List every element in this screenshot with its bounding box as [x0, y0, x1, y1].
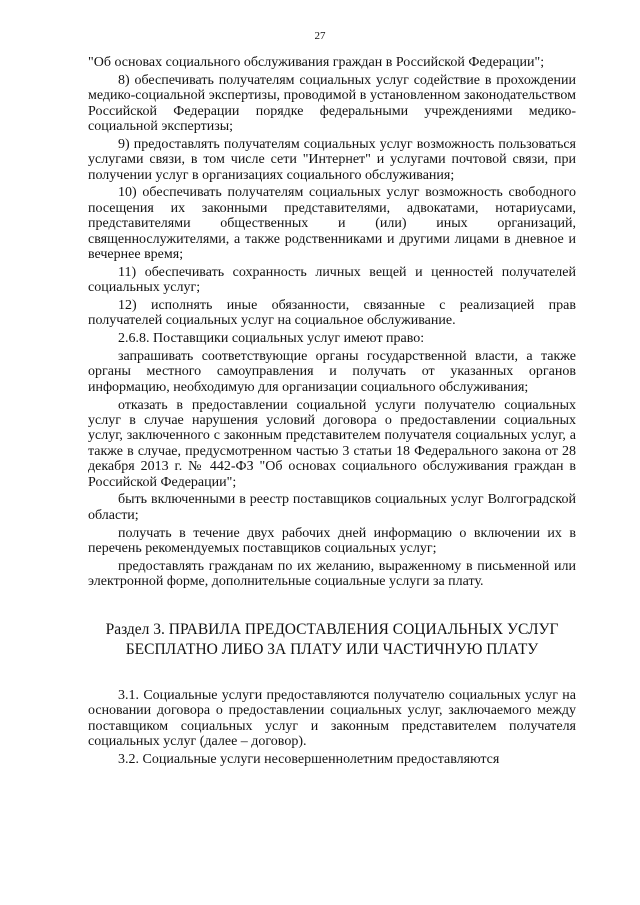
- paragraph: 2.6.8. Поставщики социальных услуг имеют право:: [118, 331, 425, 347]
- paragraph: 10) обеспечивать получателям социальных услуг возможность свободного посещения их законными представителями, адвокатами, нотариусами, представителями общественных и (или) иных организаций, священнослужителями, а также родственниками и другими лицами в дневное и вечернее время;: [88, 185, 576, 263]
- paragraph: 3.2. Социальные услуги несовершеннолетним предоставляются: [118, 751, 500, 767]
- document-body: [88, 55, 576, 770]
- paragraph: "Об основах социального обслуживания граждан в Российской Федерации";: [88, 55, 545, 70]
- paragraph: предоставлять гражданам по их желанию, выраженному в письменной или электронной форме, дополнительные социальные услуги за плату.: [88, 558, 576, 590]
- paragraph: быть включенными в реестр поставщиков социальных услуг Волгоградской области;: [88, 492, 576, 523]
- paragraph: 11) обеспечивать сохранность личных вещей и ценностей получателей социальных услуг;: [88, 264, 576, 296]
- paragraph: 8) обеспечивать получателям социальных услуг содействие в прохождении медико-социальной экспертизы, проводимой в установленном законодательством Российской Федерации порядке федеральными учреждениями медико-социальной экспертизы;: [88, 72, 576, 135]
- paragraph: 3.1. Социальные услуги предоставляются получателю социальных услуг на основании договора о предоставлении социальных услуг, заключаемого между поставщиком социальных услуг и законным представителем получателя социальных услуг (далее – договор).: [88, 687, 576, 749]
- section-heading-line-1: Раздел 3. ПРАВИЛА ПРЕДОСТАВЛЕНИЯ СОЦИАЛЬНЫХ УСЛУГ: [105, 620, 559, 638]
- paragraph: 12) исполнять иные обязанности, связанные с реализацией прав получателей социальных услуг на социальное обслуживание.: [88, 298, 576, 329]
- paragraphs-before-heading: [88, 55, 576, 590]
- section-heading: [88, 620, 576, 660]
- paragraph: получать в течение двух рабочих дней информацию о включении их в перечень рекомендуемых поставщиков социальных услуг;: [88, 525, 576, 557]
- page-number: 27: [314, 30, 326, 42]
- paragraphs-after-heading: [88, 688, 576, 767]
- paragraph: запрашивать соответствующие органы государственной власти, а также органы местного самоуправления и получать от указанных органов информацию, необходимую для организации социального обслуживания;: [88, 349, 576, 395]
- section-heading-line-2: БЕСПЛАТНО ЛИБО ЗА ПЛАТУ ИЛИ ЧАСТИЧНУЮ ПЛАТУ: [125, 640, 539, 658]
- paragraph: 9) предоставлять получателям социальных услуг возможность пользоваться услугами связи, в том числе сети "Интернет" и услугами почтовой связи, при получении услуг в организациях социального обслуживания;: [88, 136, 576, 183]
- paragraph: отказать в предоставлении социальной услуги получателю социальных услуг в случае нарушения условий договора о предоставлении социальных услуг, заключенного с законным представителем получателя социальных услуг, а также в случае, предусмотренном частью 3 статьи 18 Федерального закона от 28 декабря 2013 г. № 442-ФЗ "Об основах социального обслуживания граждан в Российской Федерации";: [88, 397, 576, 490]
